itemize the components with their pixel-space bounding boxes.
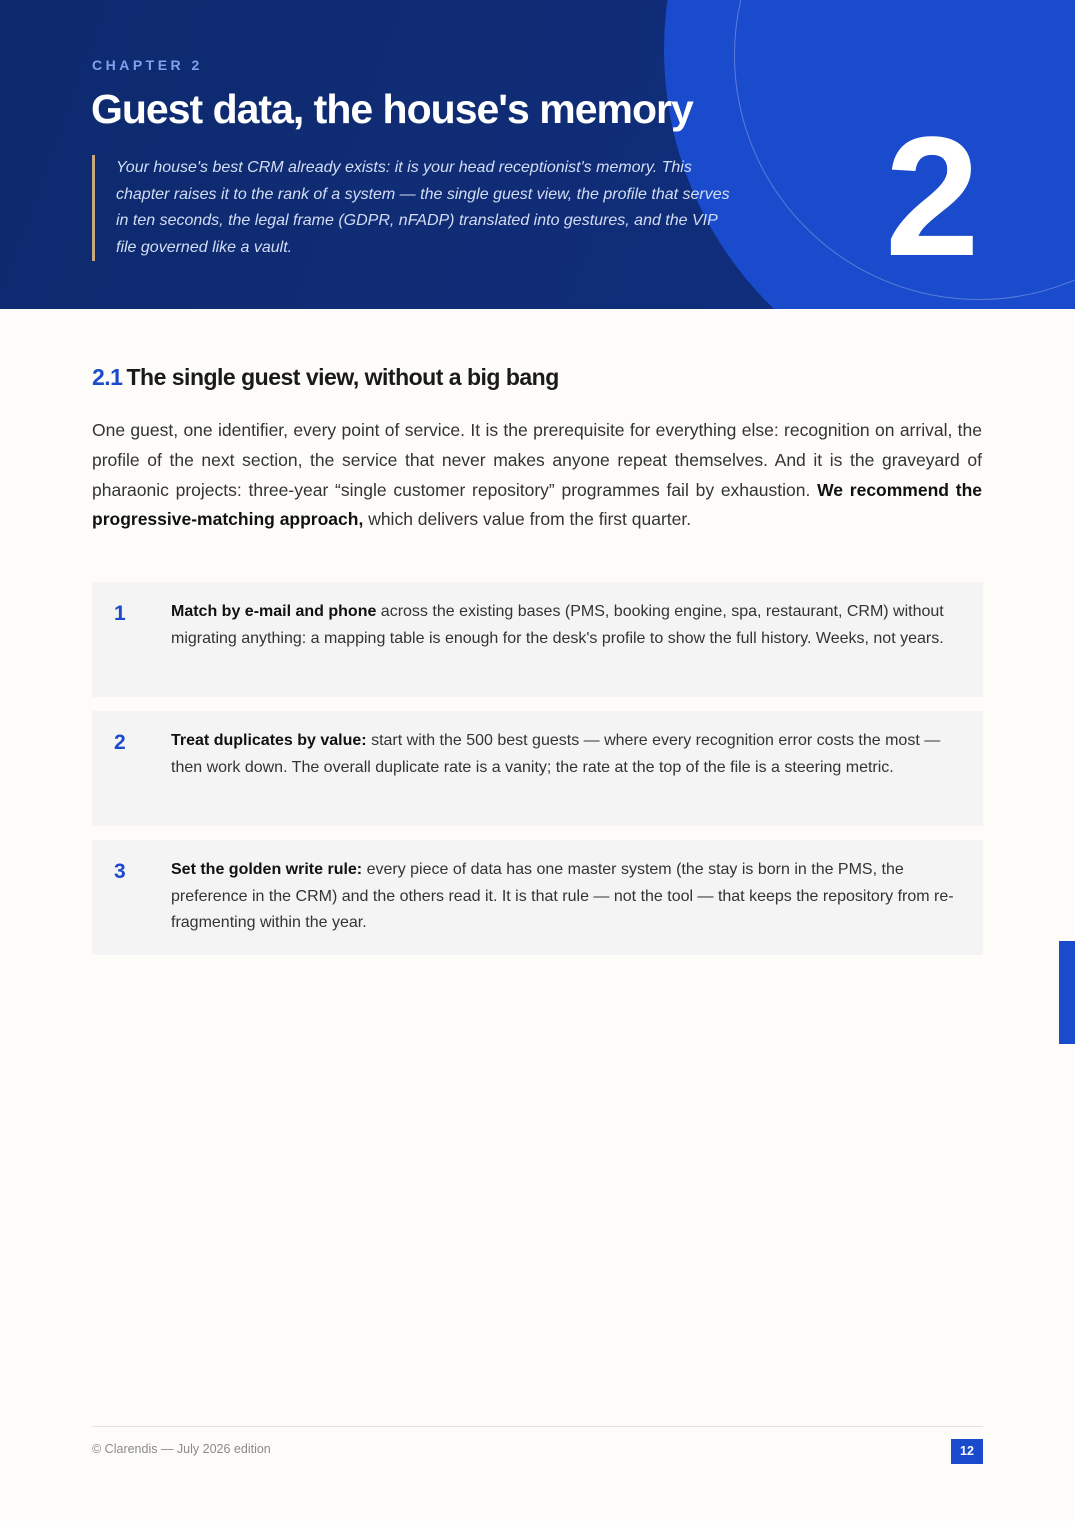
chapter-title: Guest data, the house's memory: [91, 86, 693, 132]
section-number: 2.1: [92, 364, 123, 390]
section-intro: [92, 416, 982, 535]
chapter-header: [0, 0, 1075, 309]
chapter-side-tab: [1059, 941, 1075, 1044]
intro-text-2: which delivers value from the first quarter.: [363, 509, 692, 530]
step-lead: Set the golden write rule:: [171, 861, 363, 878]
footer-copyright: © Clarendis — July 2026 edition: [92, 1442, 271, 1456]
chapter-kicker: CHAPTER 2: [92, 57, 203, 73]
chapter-number: 2: [885, 102, 980, 292]
step-card: [92, 840, 983, 955]
step-lead: Match by e-mail and phone: [171, 603, 377, 620]
step-text: [171, 599, 961, 652]
step-body: across the existing bases (PMS, booking engine, spa, restaurant, CRM) without migrating anything: a mapping table is enough for the desk's profile to show the full history. Weeks, not years.: [171, 603, 944, 647]
step-body: every piece of data has one master system (the stay is born in the PMS, the preference in the CRM) and the others read it. It is that rule — not the tool — that keeps the repository from re-fragmenting within the year.: [171, 861, 954, 932]
step-number: 1: [114, 602, 126, 625]
intro-text-1: One guest, one identifier, every point of service. It is the prerequisite for everything else: recognition on arrival, the profile of the next section, the service that never makes anyone repeat themselves. And it is the graveyard of pharaonic projects: three-year “single customer repository” programmes fail by exhaustion.: [92, 420, 982, 500]
steps-list: [92, 582, 983, 969]
section-heading: [92, 364, 559, 391]
step-number: 3: [114, 860, 126, 883]
step-number: 2: [114, 731, 126, 754]
step-text: [171, 857, 961, 937]
step-lead: Treat duplicates by value:: [171, 732, 367, 749]
page-number-badge: 12: [951, 1439, 983, 1464]
step-text: [171, 728, 961, 781]
step-body: start with the 500 best guests — where every recognition error costs the most — then work down. The overall duplicate rate is a vanity; the rate at the top of the file is a steering metric.: [171, 732, 941, 776]
step-card: [92, 711, 983, 826]
section-title: The single guest view, without a big bang: [126, 364, 559, 390]
step-card: [92, 582, 983, 697]
chapter-lede: Your house's best CRM already exists: it is your head receptionist's memory. This chapter raises it to the rank of a system — the single guest view, the profile that serves in ten seconds, the legal frame (GDPR, nFADP) translated into gestures, and the VIP file governed like a vault.: [92, 155, 732, 261]
intro-recommendation: We recommend the progressive-matching approach,: [92, 479, 982, 530]
footer-divider: [92, 1426, 983, 1427]
